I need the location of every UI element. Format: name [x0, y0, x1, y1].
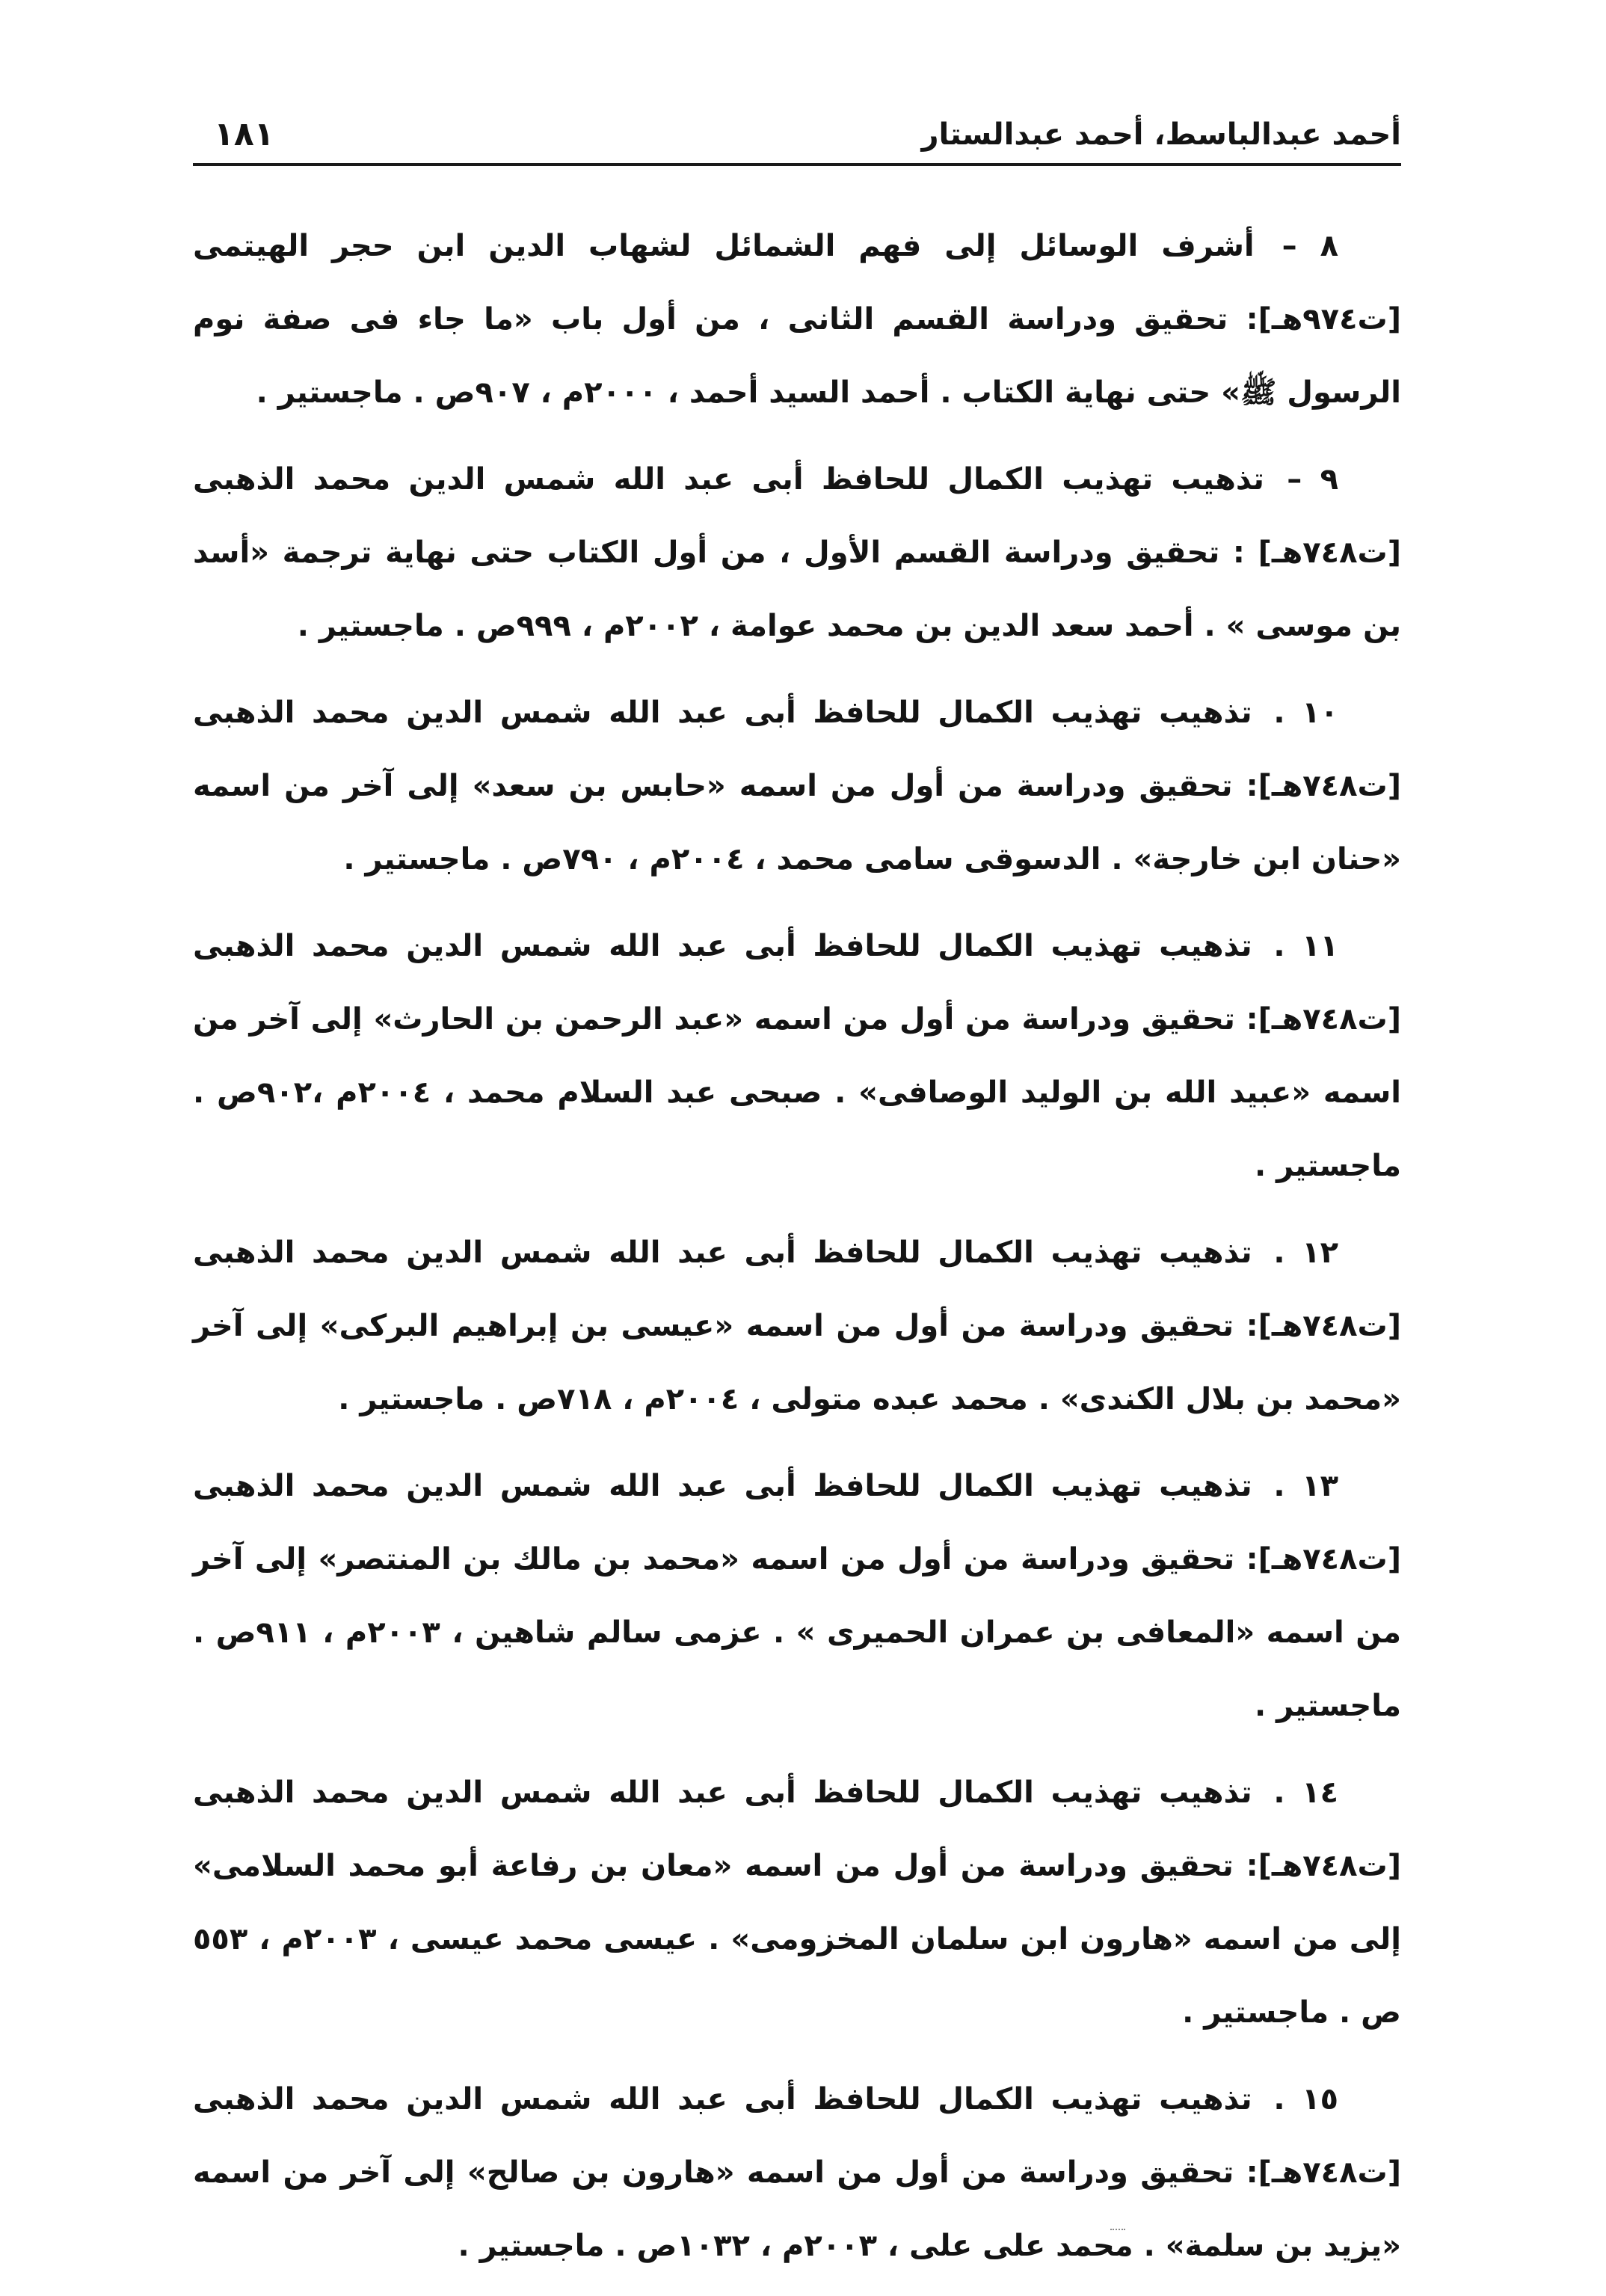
page-header — [193, 112, 1401, 157]
entry-text: تذهيب تهذيب الكمال للحافظ أبى عبد الله شمس الدين محمد الذهبى [ت٧٤٨هـ]: تحقيق ودراسة من أول من اسمه «معان بن رفاعة أبو محمد السلامى» إلى من اسمه «هارون ابن سلمان المخزومى» . عيسى محمد عيسى ، ٢٠٠٣م ، ٥٥٣ ص . ماجستير . — [193, 1775, 1401, 2030]
entry-number: ١٠ . — [1273, 696, 1339, 730]
entry-text: تذهيب تهذيب الكمال للحافظ أبى عبد الله شمس الدين محمد الذهبى [ت٧٤٨هـ]: تحقيق ودراسة من أول من اسمه «عبد الرحمن بن الحارث» إلى آخر من اسمه «عبيد الله بن الوليد الوصافى» . صبحى عبد السلام محمد ، ٢٠٠٤م ،٩٠٢ص . ماجستير . — [193, 929, 1402, 1183]
list-item — [193, 1216, 1401, 1436]
list-item — [193, 443, 1401, 663]
entry-text: تذهيب تهذيب الكمال للحافظ أبى عبد الله شمس الدين محمد الذهبى [ت٧٤٨هـ] : تحقيق ودراسة القسم الأول ، من أول الكتاب حتى نهاية ترجمة «أسد بن موسى » . أحمد سعد الدين بن محمد عوامة ، ٢٠٠٢م ، ٩٩٩ص . ماجستير . — [193, 462, 1401, 643]
bibliography-list — [193, 209, 1401, 2296]
list-item — [193, 909, 1401, 1203]
entry-number: ٩ – — [1287, 462, 1338, 497]
entry-number: ١٢ . — [1273, 1236, 1339, 1270]
list-item — [193, 2063, 1401, 2283]
header-divider — [193, 163, 1401, 166]
list-item — [193, 676, 1401, 896]
list-item — [193, 209, 1401, 429]
page-number: ١٨١ — [214, 115, 274, 153]
running-title: أحمد عبدالباسط، أحمد عبدالستار — [921, 117, 1401, 152]
list-item — [193, 1449, 1401, 1743]
entry-number: ١١ . — [1273, 929, 1339, 963]
entry-text: تذهيب تهذيب الكمال للحافظ أبى عبد الله شمس الدين محمد الذهبى [ت٧٤٨هـ]: تحقيق ودراسة من أول من اسمه «محمد بن مالك بن المنتصر» إلى آخر من اسمه «المعافى بن عمران الحميرى » . عزمى سالم شاهين ، ٢٠٠٣م ، ٩١١ص . ماجستير . — [193, 1469, 1401, 1723]
entry-text: تذهيب تهذيب الكمال للحافظ أبى عبد الله شمس الدين محمد الذهبى [ت٧٤٨هـ]: تحقيق ودراسة من أول من اسمه «هارون بن صالح» إلى آخر من اسمه «يزيد بن سلمة» . محمد على على ، ٢٠٠٣م ، ١٠٣٢ص . ماجستير . — [193, 2082, 1401, 2263]
list-item — [193, 1756, 1401, 2049]
entry-number: ١٣ . — [1273, 1469, 1339, 1503]
entry-number: ١٤ . — [1273, 1775, 1339, 1810]
scan-mark — [1110, 2229, 1125, 2233]
entry-text: تذهيب تهذيب الكمال للحافظ أبى عبد الله شمس الدين محمد الذهبى [ت٧٤٨هـ]: تحقيق ودراسة من أول من اسمه «عيسى بن إبراهيم البركى» إلى آخر «محمد بن بلال الكندى» . محمد عبده متولى ، ٢٠٠٤م ، ٧١٨ص . ماجستير . — [193, 1236, 1401, 1416]
entry-number: ٨ – — [1282, 229, 1338, 263]
entry-text: أشرف الوسائل إلى فهم الشمائل لشهاب الدين ابن حجر الهيتمى [ت٩٧٤هـ]: تحقيق ودراسة القسم الثانى ، من أول باب «ما جاء فى صفة نوم الرسول ﷺ» حتى نهاية الكتاب . أحمد السيد أحمد ، ٢٠٠٠م ، ٩٠٧ص . ماجستير . — [193, 229, 1401, 410]
entry-number: ١٥ . — [1273, 2082, 1339, 2117]
entry-text: تذهيب تهذيب الكمال للحافظ أبى عبد الله شمس الدين محمد الذهبى [ت٧٤٨هـ]: تحقيق ودراسة من أول من اسمه «حابس بن سعد» إلى آخر من اسمه «حنان ابن خارجة» . الدسوقى سامى محمد ، ٢٠٠٤م ، ٧٩٠ص . ماجستير . — [193, 696, 1401, 877]
